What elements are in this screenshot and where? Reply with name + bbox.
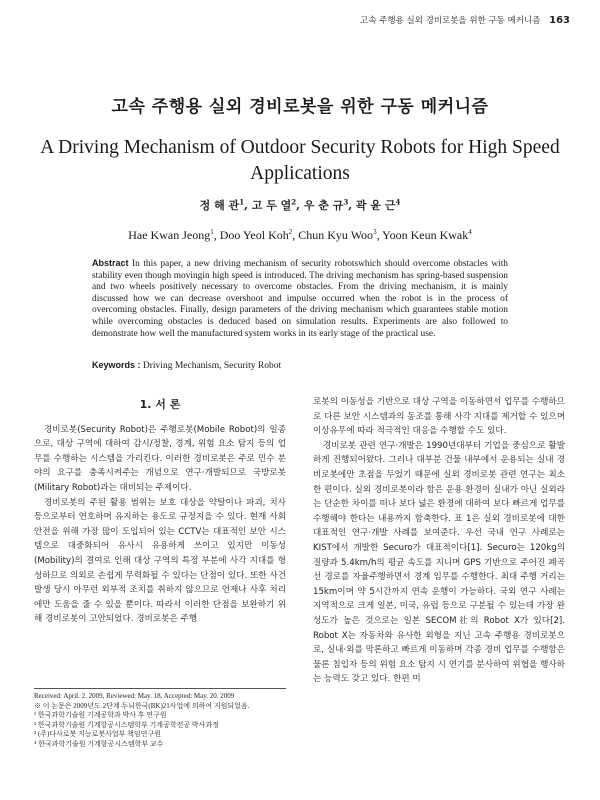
paragraph: 경비로봇(Security Robot)은 주행로봇(Mobile Robot)의 일종으로, 대상 구역에 대하여 감시/정찰, 경계, 위험 요소 탐지 등의 업무를 수행하는 시스템을 가리킨다. 이러한 경비로봇은 주로 민수 분야의 요구를 충족시켜주는 개념으로 연구·개발되므로 국방로봇(Military Robot)과는 대비되는 주제이다.: [34, 424, 286, 493]
author-en-1-affil: 1: [210, 228, 214, 236]
title-korean: 고속 주행용 실외 경비로봇을 위한 구동 메커니즘: [111, 97, 489, 117]
page-number: 163: [549, 15, 570, 26]
keywords-text: Driving Mechanism, Security Robot: [142, 361, 282, 371]
author-en-2-affil: 2: [288, 228, 293, 236]
author-ko-3: 우 춘 규: [303, 199, 344, 212]
authors-korean: 정 해 관$^1$, 고 두 열$^2$, 우 춘 규$^3$, 곽 윤 근$^4$: [199, 197, 401, 212]
author-ko-2-affil: 2: [291, 197, 297, 207]
footnote-affiliation-3: ³ (주)다사로봇 지능로봇사업부 책임연구원: [34, 730, 161, 739]
footnote-affiliation-2: ² 한국과학기술원 기계항공시스템학부 기계공학전공 박사과정: [34, 720, 219, 729]
section-1-heading: 1. 서 론: [139, 398, 181, 411]
author-en-2: Doo Yeol Koh: [219, 228, 289, 242]
footnote-affiliation-4: ⁴ 한국과학기술원 기계항공시스템학부 교수: [34, 739, 164, 748]
running-head-title: 고속 주행용 실외 경비로봇을 위한 구동 메커니즘: [359, 16, 541, 26]
authors-english: Hae Kwan Jeong$^1$, Doo Yeol Koh$^2$, Chun Kyu Woo$^3$, Yoon Keun Kwak$^4$: [128, 228, 472, 242]
footnotes: [34, 688, 286, 750]
footnote-affiliation-1: ¹ 한국과학기술원 기계공학과 박사 후 연구원: [34, 711, 167, 720]
keywords-label: Keywords :: [92, 360, 141, 370]
author-ko-1-affil: 1: [239, 197, 245, 207]
author-ko-3-affil: 3: [343, 197, 349, 207]
author-ko-1: 정 해 관: [199, 199, 240, 212]
author-en-4-affil: 4: [468, 228, 472, 236]
abstract-label: Abstract: [92, 258, 129, 268]
body-column-left: [34, 395, 286, 627]
paragraph: 로봇의 이동성을 기반으로 대상 구역을 이동하면서 업무를 수행하므로 다른 보안 시스템과의 동조를 통해 사각 지대를 제거할 수 있으며 이상유무에 따라 적극적인 대응을 수행할 수도 있다.: [313, 397, 565, 437]
author-ko-2: 고 두 열: [251, 199, 292, 212]
keywords: [92, 360, 508, 371]
author-en-4: Yoon Keun Kwak: [382, 228, 469, 242]
paragraph: 경비로봇 관련 연구·개발은 1990년대부터 기업을 중심으로 활발하게 진행되어왔다. 그러나 대부분 건물 내부에서 운용되는 실내 경비로봇에만 초점을 두었기 때문에 실외 경비로봇 관련 연구는 최소한 편이다. 실외 경비로봇이라 함은 운용 환경이 실내가 아닌 실외라는 단순한 차이를 떠나 보다 넓은 환경에 대하여 보다 빠르게 업무를 수행해야 한다는 내용까지 함축한다. 표 1은 실외 경비로봇에 대한 대표적인 연구·개발 사례를 보여준다. 우선 국내 연구 사례로는 KIST에서 개발한 Securo가 대표적이다[1]. Securo는 120kg의 질량과 5.4km/h의 평균 속도를 지니며 GPS 기반으로 주어진 폐곡선 경로를 자율주행하면서 경계 임무를 수행한다. 최대 주행 거리는 15km이며 약 5시간까지 연속 운행이 가능하다. 국외 연구 사례는 지역적으로 크게 일본, 미국, 유럽 등으로 구분될 수 있는데 가장 완성도가 높은 것으로는 일본 SECOM社의 Robot X가 있다[2]. Robot X는 자동차와 유사한 외형을 지닌 고속 주행용 경비로봇으로, 실내·외를 막론하고 빠르게 이동하며 각종 경비 업무를 수행함은 물론 침입자 등의 위험 요소 탐지 시 연기를 분사하여 위협을 행사하는 능력도 갖고 있다. 한편 미: [313, 440, 565, 685]
footnote-funding: ※ 이 논문은 2009년도 2단계 두뇌한국(BK)21사업에 의하여 지원되었음.: [34, 701, 250, 710]
running-head: [30, 14, 570, 26]
paragraph: 경비로봇의 주된 활용 범위는 보호 대상을 약탈이나 파괴, 치사 등으로부터 연호하며 유지하는 용도로 규정지을 수 있다. 현재 사회 안전을 위해 가장 많이 도입되어 있는 CCTV는 대표적인 보안 시스템으로 대중화되어 유사시 유용하게 쓰이고 있지만 이동성(Mobility)의 결여로 인해 대상 구역의 특정 부분에 사각 지대를 형성하므로 의외로 손쉽게 무력화될 수 있다는 단점이 있다. 또한 사건 발생 당시 아무런 외부적 조치를 취하지 않으므로 언제나 사후 처리에만 도움을 줄 수 있을 뿐이다. 따라서 이러한 단점을 보완하기 위해 경비로봇이 고안되었다. 경비로봇은 주행: [34, 497, 286, 625]
author-ko-4-affil: 4: [395, 197, 401, 207]
author-en-1: Hae Kwan Jeong: [128, 228, 211, 242]
abstract-text: In this paper, a new driving mechanism of security robotswhich should overcome obstacles with stability even though movingin high speed is introduced. The driving mechanism has spring-based suspension and two wheels positively necessary to overcome obstacles. From the driving mechanism, it is mainly discussed how we can decrease overshoot and impulse occurred when the robot is in the process of overcoming obstacles. Finally, design parameters of the driving mechanism which guarantees stable motion while overcoming obstacles is deduced based on simulation results. Experiments are also followed to demonstrate how well the manufactured system works in its early stage of the practical use.: [92, 259, 508, 339]
abstract: [92, 258, 508, 340]
author-en-3-affil: 3: [373, 228, 377, 236]
author-ko-4: 곽 윤 근: [355, 199, 396, 212]
author-en-3: Chun Kyu Woo: [298, 228, 374, 242]
footnote-received: Received: April. 2. 2009, Reviewed: May. 18, Accepted: May. 20. 2009: [34, 692, 235, 700]
title-english: A Driving Mechanism of Outdoor Security Robots for High Speed Applications: [40, 137, 560, 184]
body-column-right: [313, 395, 565, 687]
